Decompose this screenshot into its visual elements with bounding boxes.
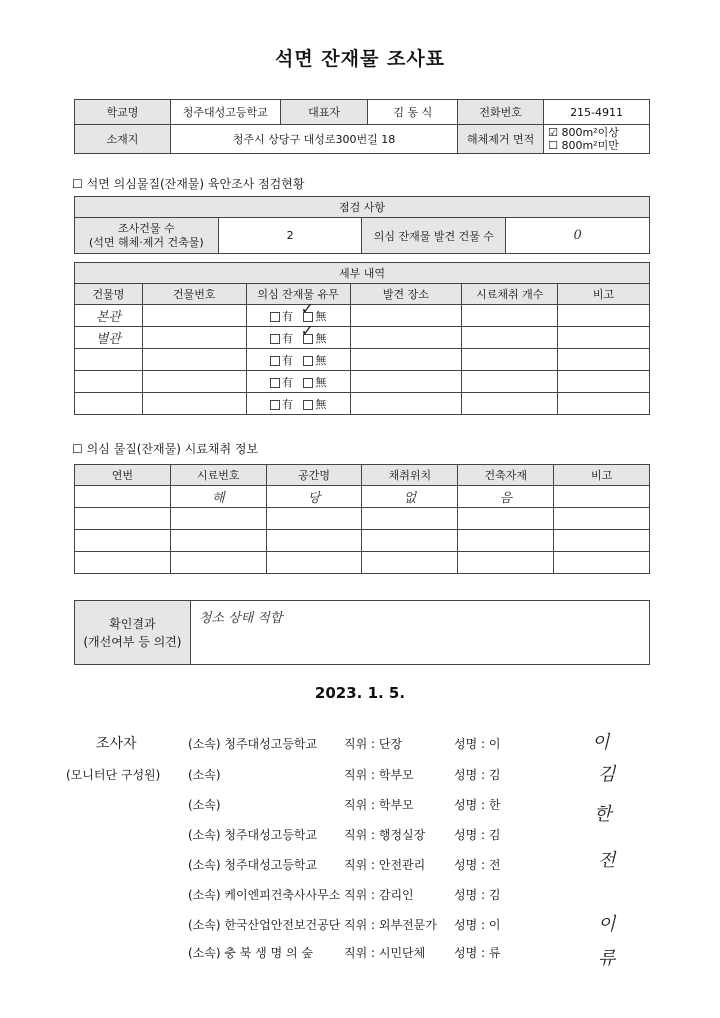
residue-cell: 有 無 ✓ [246, 305, 350, 327]
detail-table [74, 262, 650, 415]
rep-label: 대표자 [280, 100, 368, 125]
school-label: 학교명 [75, 100, 171, 125]
table-row [75, 486, 650, 508]
col-note2: 비고 [554, 465, 650, 486]
count-value: 2 [218, 218, 362, 254]
area-label: 해체제거 면적 [458, 125, 544, 154]
investigator-pos: 직위 : 학부모 [344, 798, 414, 812]
count-label: 조사건물 수 (석면 해체·제거 건축물) [75, 218, 219, 254]
yes-checkbox[interactable] [270, 356, 280, 366]
investigator-pos: 직위 : 시민단체 [344, 946, 426, 960]
investigator-pos: 직위 : 안전관리 [344, 858, 426, 872]
yes-checkbox[interactable] [270, 400, 280, 410]
table-row [75, 393, 650, 415]
yes-checkbox[interactable] [270, 334, 280, 344]
investigator-name: 성명 : 전 [454, 858, 501, 872]
hw-char: 음 [458, 486, 554, 508]
signature: 한 [594, 804, 612, 825]
investigator-name: 성명 : 류 [454, 946, 501, 960]
investigator-name: 성명 : 이 [454, 918, 501, 932]
section1-heading: ☐ 석면 의심물질(잔재물) 육안조사 점검현황 [72, 177, 305, 191]
investigator-pos: 직위 : 감리인 [344, 888, 414, 902]
investigator-name: 성명 : 한 [454, 798, 501, 812]
investigator-pos: 직위 : 행정실장 [344, 828, 426, 842]
investigator-org: (소속) 청주대성고등학교 [188, 737, 318, 751]
date: 2023. 1. 5. [314, 684, 406, 702]
hw-char: 없 [362, 486, 458, 508]
investigator-name: 성명 : 김 [454, 768, 501, 782]
monitor-label: (모니터단 구성원) [66, 768, 161, 782]
sample-table [74, 464, 650, 574]
no-checkbox[interactable] [303, 378, 313, 388]
table-row [75, 508, 650, 530]
signature: 김 [598, 764, 616, 785]
no-checkbox[interactable] [303, 356, 313, 366]
area-checkbox-2[interactable]: ☐ [548, 139, 558, 152]
investigator-org: (소속) 청주대성고등학교 [188, 828, 318, 842]
col-sample-loc: 채취위치 [362, 465, 458, 486]
addr-label: 소재지 [75, 125, 171, 154]
phone-label: 전화번호 [458, 100, 544, 125]
info-table [74, 99, 650, 154]
detail-title: 세부 내역 [75, 263, 650, 284]
investigator-pos: 직위 : 단장 [344, 737, 403, 751]
col-location: 발견 장소 [350, 284, 462, 305]
table-row [75, 530, 650, 552]
col-sample-no: 시료번호 [170, 465, 266, 486]
hw-char: 해 [170, 486, 266, 508]
investigator-name: 성명 : 이 [454, 737, 501, 751]
rep-value: 김 동 식 [368, 100, 458, 125]
residue-cell: 有 無 ✓ [246, 327, 350, 349]
investigators-label: 조사자 [96, 736, 137, 752]
signature: 이 [592, 732, 610, 753]
found-value: 0 [506, 218, 650, 254]
residue-cell: 有 無 [246, 349, 350, 371]
addr-value: 청주시 상당구 대성로300번길 18 [170, 125, 457, 154]
investigator-org: (소속) 한국산업안전보건공단 [188, 918, 341, 932]
table-row [75, 305, 650, 327]
result-value: 청소 상태 적합 [190, 601, 649, 665]
table-row [75, 349, 650, 371]
check-mark-icon: ✓ [300, 299, 315, 318]
signature: 전 [598, 850, 616, 871]
hw-char: 당 [266, 486, 362, 508]
col-serial: 연번 [75, 465, 171, 486]
table-row [75, 327, 650, 349]
found-label: 의심 잔재물 발견 건물 수 [362, 218, 506, 254]
residue-cell: 有 無 [246, 393, 350, 415]
yes-checkbox[interactable] [270, 378, 280, 388]
col-note: 비고 [558, 284, 650, 305]
area-option-1: 800m²이상 [561, 126, 619, 139]
phone-value: 215-4911 [544, 100, 650, 125]
investigator-org: (소속) [188, 768, 221, 782]
col-building-no: 건물번호 [142, 284, 246, 305]
signature: 류 [598, 948, 616, 969]
table-row [75, 552, 650, 574]
area-options [544, 125, 650, 154]
signature: 이 [598, 914, 616, 935]
area-option-2: 800m²미만 [561, 139, 619, 152]
col-material: 건축자재 [458, 465, 554, 486]
investigator-pos: 직위 : 학부모 [344, 768, 414, 782]
school-value: 청주대성고등학교 [170, 100, 280, 125]
investigator-org: (소속) 청주대성고등학교 [188, 858, 318, 872]
check-mark-icon: ✓ [300, 321, 315, 340]
investigator-org: (소속) 케이엔피건축사사무소 [188, 888, 341, 902]
check-title: 점검 사항 [75, 197, 650, 218]
check-summary-table [74, 196, 650, 254]
yes-checkbox[interactable] [270, 312, 280, 322]
building-name: 별관 [75, 327, 143, 349]
investigator-pos: 직위 : 외부전문가 [344, 918, 437, 932]
col-building-name: 건물명 [75, 284, 143, 305]
result-label: 확인결과 (개선여부 등 의견) [75, 601, 191, 665]
table-row [75, 371, 650, 393]
building-name: 본관 [75, 305, 143, 327]
col-sample-count: 시료채취 개수 [462, 284, 558, 305]
section2-heading: ☐ 의심 물질(잔재물) 시료채취 정보 [72, 442, 259, 456]
no-checkbox[interactable] [303, 400, 313, 410]
col-residue: 의심 잔재물 유무 [246, 284, 350, 305]
residue-cell: 有 無 [246, 371, 350, 393]
result-table [74, 600, 650, 665]
investigator-name: 성명 : 김 [454, 888, 501, 902]
page-title: 석면 잔재물 조사표 [274, 48, 446, 70]
col-space: 공간명 [266, 465, 362, 486]
area-checkbox-1[interactable]: ☑ [548, 126, 558, 139]
investigator-org: (소속) [188, 798, 221, 812]
investigator-name: 성명 : 김 [454, 828, 501, 842]
investigator-org: (소속) 충 북 생 명 의 숲 [188, 946, 313, 960]
